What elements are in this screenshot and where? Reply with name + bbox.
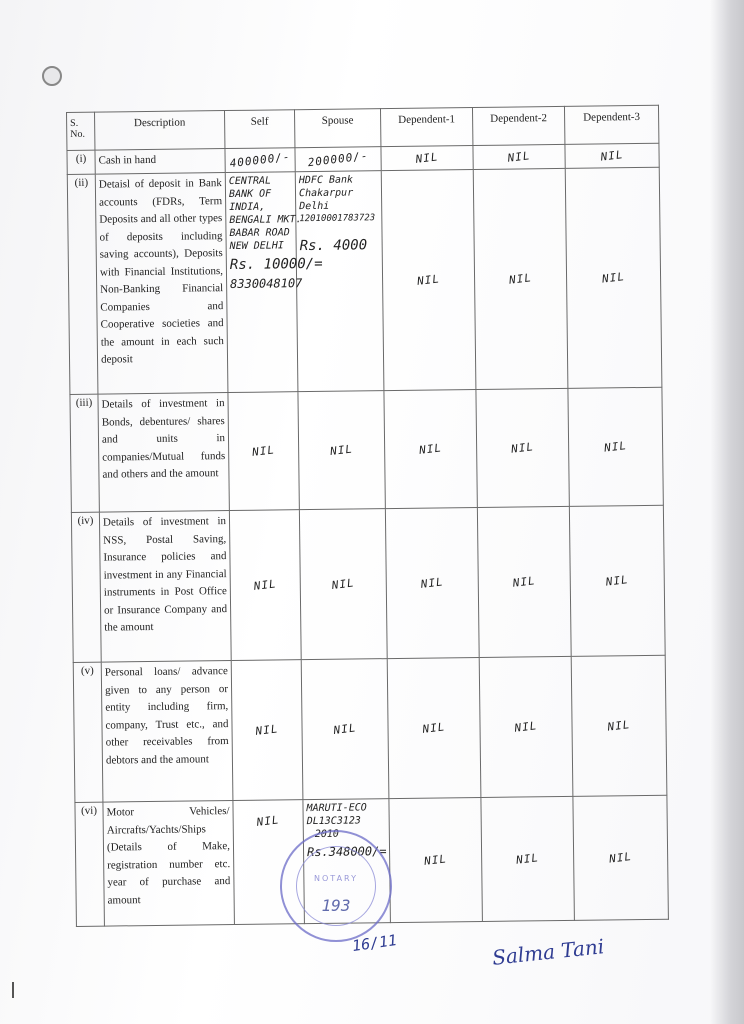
cell-dependent-3 — [573, 795, 669, 920]
handwritten-value: 200000/- — [307, 149, 370, 170]
handwritten-value: NIL — [418, 441, 443, 457]
cell-dependent-3 — [569, 505, 665, 656]
cell-dependent-1 — [385, 508, 479, 659]
initials: 16/11 — [350, 930, 399, 956]
notary-seal — [280, 830, 392, 942]
handwritten-value: NIL — [420, 575, 445, 591]
handwritten-value: NIL — [510, 440, 535, 456]
seal-text: NOTARY — [314, 874, 358, 883]
row-description: Details of investment in NSS, Postal Saving, Insurance policies and investment in any Financial instruments in Post Office or Insurance Company and the amount — [99, 511, 231, 663]
account-number: 8330048107 — [230, 276, 303, 292]
row-sno: (iv) — [71, 512, 101, 662]
row-sno: (v) — [73, 662, 103, 802]
handwritten-value: NIL — [599, 148, 625, 164]
cell-dependent-2 — [473, 144, 565, 169]
seal-number: 193 — [321, 896, 351, 915]
cell-dependent-3 — [565, 167, 662, 388]
handwritten-value: NIL — [332, 721, 358, 737]
handwritten-value: NIL — [512, 574, 537, 590]
vehicle-line: 2010 — [314, 828, 340, 841]
row-sno: (i) — [67, 150, 95, 174]
handwritten-value: NIL — [506, 149, 532, 165]
vehicle-line: DL13C3123 — [306, 815, 361, 828]
handwritten-value: 400000/- — [229, 150, 292, 171]
bank-line: CENTRAL — [228, 175, 272, 188]
vehicle-amount: Rs.348000/= — [306, 844, 387, 860]
handwritten-value: NIL — [606, 717, 632, 734]
cell-dependent-3 — [565, 143, 659, 168]
deposit-amount: Rs. 10000/= — [229, 255, 323, 274]
cell-dependent-1 — [389, 797, 483, 922]
deposit-amount: Rs. 4000 — [299, 237, 368, 255]
handwritten-value: NIL — [329, 442, 354, 458]
handwritten-value: NIL — [605, 573, 630, 589]
header-spouse: Spouse — [294, 109, 380, 148]
header-dependent-1: Dependent-1 — [380, 108, 472, 147]
handwritten-value: NIL — [513, 719, 539, 735]
handwritten-value: NIL — [508, 271, 533, 287]
header-dependent-3: Dependent-3 — [564, 105, 658, 144]
bank-line: NEW DELHI — [229, 240, 284, 253]
row-description: Details of investment in Bonds, debentures/ shares and units in companies/Mutual funds and others and the amount — [98, 393, 229, 513]
cell-dependent-1 — [387, 657, 481, 798]
row-description: Detaisl of deposit in Bank accounts (FDRs, Term Deposits and all other types of deposits including saving accounts), Deposits with Financial Institutions, Non-Banking Financial Companies and Cooperative societies and the amount in each such deposit — [95, 173, 228, 395]
handwritten-value: NIL — [331, 576, 356, 592]
handwritten-value: NIL — [601, 270, 626, 286]
handwritten-value: NIL — [421, 720, 447, 736]
row-sno: (ii) — [67, 174, 98, 394]
cell-dependent-2 — [476, 388, 569, 507]
cell-dependent-2 — [481, 796, 575, 921]
handwritten-value: NIL — [416, 272, 441, 288]
row-sno: (iii) — [70, 394, 99, 512]
header-self: Self — [224, 110, 294, 149]
handwritten-value: NIL — [254, 722, 280, 738]
vehicle-line: MARUTI-ECO — [306, 802, 367, 815]
table-row — [70, 387, 663, 512]
row-description: Motor Vehicles/ Aircrafts/Yachts/Ships (Details of Make, registration number etc. year of purchase and amount — [103, 801, 235, 927]
cell-self — [231, 660, 303, 801]
cell-dependent-1 — [384, 390, 477, 509]
cell-spouse — [298, 391, 385, 510]
header-sno: S. No. — [67, 112, 95, 150]
cell-dependent-3 — [568, 387, 663, 506]
cell-dependent-2 — [479, 656, 573, 797]
cell-self — [225, 172, 323, 393]
handwritten-value: NIL — [608, 849, 633, 866]
bank-line: INDIA, — [229, 201, 266, 214]
cell-spouse — [301, 659, 389, 800]
bank-line: BENGALI MKT. — [229, 214, 302, 227]
cell-spouse — [299, 509, 387, 660]
cell-self — [225, 148, 295, 173]
cell-self — [229, 510, 301, 661]
bank-line: Chakarpur — [298, 187, 354, 200]
handwritten-value: NIL — [251, 443, 276, 459]
handwritten-value: NIL — [256, 813, 281, 829]
assets-declaration-table — [66, 105, 669, 927]
bank-line: BANK OF — [228, 188, 272, 201]
handwritten-value: NIL — [603, 439, 628, 455]
signature: Salma Tani — [491, 934, 606, 970]
cell-dependent-1 — [381, 170, 476, 391]
header-dependent-2: Dependent-2 — [472, 106, 564, 145]
bank-line: BABAR ROAD — [229, 227, 290, 240]
header-description: Description — [95, 111, 225, 151]
cell-spouse — [295, 171, 384, 392]
cell-spouse — [295, 147, 381, 172]
punch-hole — [42, 66, 62, 86]
table-row — [73, 655, 667, 802]
handwritten-value: NIL — [414, 150, 440, 166]
cell-dependent-2 — [473, 168, 568, 389]
row-description: Cash in hand — [95, 149, 225, 175]
cell-self — [228, 392, 299, 511]
handwritten-value: NIL — [423, 852, 448, 868]
cell-dependent-1 — [381, 146, 473, 171]
bank-line: HDFC Bank — [298, 174, 354, 187]
handwritten-value: NIL — [253, 577, 278, 593]
cell-dependent-2 — [477, 506, 571, 657]
corner-mark — [12, 982, 14, 998]
page-edge-shadow — [710, 0, 744, 1024]
table-row — [67, 167, 662, 394]
bank-line: Delhi — [299, 200, 330, 213]
row-description: Personal loans/ advance given to any person or entity including firm, company, Trust etc., and other receivables from debtors and the amount — [101, 661, 233, 803]
row-sno: (vi) — [75, 802, 105, 926]
handwritten-value: NIL — [515, 851, 540, 867]
cell-dependent-3 — [571, 655, 667, 796]
bank-line: 12010001783723 — [299, 213, 376, 225]
table-row — [71, 505, 665, 662]
